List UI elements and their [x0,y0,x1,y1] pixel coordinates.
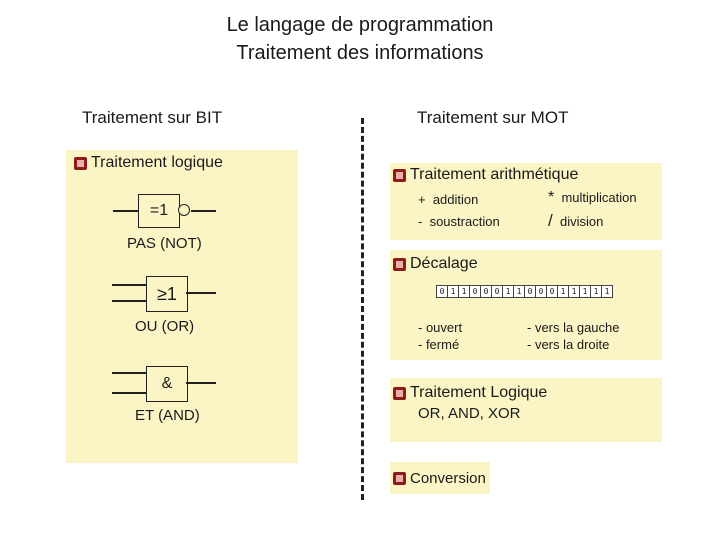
times-symbol: * [548,189,555,206]
minus-symbol: - [418,214,423,229]
and-input-wire-2 [112,392,146,394]
title-line-2: Traitement des informations [236,42,484,64]
and-output-wire [186,382,216,384]
or-caption: OU (OR) [135,318,195,335]
title-line-1: Le langage de programmation [226,14,494,36]
bit-cell: 0 [535,285,547,298]
shift-note-open: - ouvert [418,320,463,335]
not-gate [138,194,180,228]
conversion-bullet [393,470,486,487]
column-divider [361,118,364,500]
not-output-wire [191,210,216,212]
shift-type-notes [418,319,462,353]
and-caption: ET (AND) [135,407,200,424]
addition-label: addition [432,192,479,207]
divide-symbol: / [548,211,553,230]
bit-cell: 1 [502,285,514,298]
not-input-wire [113,210,138,212]
inverter-bubble-icon [178,204,190,216]
bit-cell: 1 [579,285,591,298]
op-multiplication [548,189,637,207]
division-label: division [559,214,604,229]
op-subtraction [418,214,500,229]
bullet-icon [393,387,406,400]
shift-direction-notes [527,319,620,353]
and-input-wire-1 [112,372,146,374]
logic-word-bullet-label: Traitement Logique [410,384,548,401]
or-input-wire-2 [112,300,146,302]
or-gate-symbol: ≥1 [157,283,177,304]
bullet-icon [393,169,406,182]
op-division [548,211,603,231]
or-gate [146,276,188,312]
bit-cell: 0 [480,285,492,298]
shift-bullet [393,255,478,273]
bit-cell: 1 [458,285,470,298]
and-gate [146,366,188,402]
logic-bullet-label: Traitement logique [91,154,223,171]
bit-cell: 0 [524,285,536,298]
logic-ops: OR, AND, XOR [418,405,521,422]
plus-symbol: + [418,192,426,207]
multiplication-label: multiplication [561,190,637,205]
conversion-bullet-label: Conversion [410,470,486,487]
bit-cell: 1 [590,285,602,298]
arith-bullet [393,166,578,184]
shift-bullet-label: Décalage [410,255,478,272]
logic-word-bullet [393,384,547,402]
or-input-wire-1 [112,284,146,286]
not-caption: PAS (NOT) [127,235,202,252]
bit-cell: 0 [469,285,481,298]
bullet-icon [393,258,406,271]
bullet-icon [74,157,87,170]
shift-note-right: - vers la droite [527,337,610,352]
or-output-wire [186,292,216,294]
shift-note-left: - vers la gauche [527,320,620,335]
logic-bullet [74,154,223,172]
arith-bullet-label: Traitement arithmétique [410,166,579,183]
bit-cell: 0 [491,285,503,298]
and-gate-symbol: & [161,375,173,392]
bit-cell: 1 [557,285,569,298]
shift-note-closed: - fermé [418,337,460,352]
word-heading: Traitement sur MOT [417,108,569,127]
bit-cell: 0 [546,285,558,298]
not-gate-symbol: =1 [149,202,169,219]
bit-heading: Traitement sur BIT [82,108,223,127]
bit-cell: 1 [447,285,459,298]
op-addition [418,192,478,207]
bit-cell: 1 [601,285,613,298]
bullet-icon [393,472,406,485]
bit-cell: 0 [436,285,448,298]
bit-register [437,285,613,298]
subtraction-label: soustraction [429,214,500,229]
bit-cell: 1 [513,285,525,298]
bit-cell: 1 [568,285,580,298]
